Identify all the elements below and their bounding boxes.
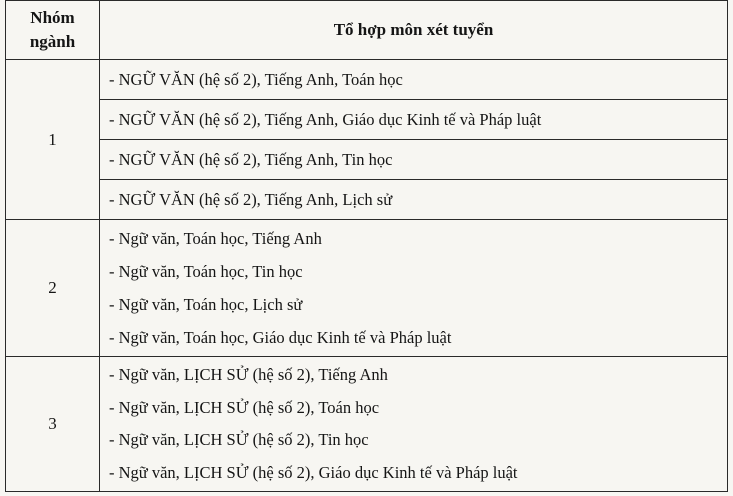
list-item: - Ngữ văn, LỊCH SỬ (hệ số 2), Tiếng Anh — [109, 365, 388, 384]
group-label: 3 — [6, 357, 100, 492]
admission-combinations-table — [5, 0, 728, 492]
table-row — [6, 60, 728, 100]
group-label: 2 — [6, 220, 100, 357]
combo-list — [100, 357, 728, 492]
combo-cell: - NGỮ VĂN (hệ số 2), Tiếng Anh, Giáo dục Kinh tế và Pháp luật — [100, 100, 728, 140]
combo-cell: - NGỮ VĂN (hệ số 2), Tiếng Anh, Tin học — [100, 140, 728, 180]
list-item: - Ngữ văn, LỊCH SỬ (hệ số 2), Giáo dục Kinh tế và Pháp luật — [109, 462, 518, 482]
combo-list — [100, 220, 728, 357]
list-item: - Ngữ văn, LỊCH SỬ (hệ số 2), Tin học — [109, 430, 369, 449]
table-row — [6, 357, 728, 492]
header-group-label: Nhóm ngành — [29, 8, 76, 51]
group-label: 1 — [6, 60, 100, 220]
table-row — [6, 220, 728, 357]
combo-cell: - NGỮ VĂN (hệ số 2), Tiếng Anh, Toán học — [100, 60, 728, 100]
list-item: - Ngữ văn, Toán học, Lịch sử — [109, 295, 303, 314]
table-row — [6, 140, 728, 180]
table-row — [6, 100, 728, 140]
list-item: - Ngữ văn, Toán học, Tin học — [109, 262, 303, 281]
table-header-row — [6, 1, 728, 60]
header-subjects-column: Tổ hợp môn xét tuyển — [100, 1, 728, 60]
combo-cell: - NGỮ VĂN (hệ số 2), Tiếng Anh, Lịch sử — [100, 180, 728, 220]
list-item: - Ngữ văn, Toán học, Tiếng Anh — [109, 229, 322, 248]
list-item: - Ngữ văn, LỊCH SỬ (hệ số 2), Toán học — [109, 397, 380, 417]
table-row — [6, 180, 728, 220]
header-group-column — [6, 1, 100, 60]
list-item: - Ngữ văn, Toán học, Giáo dục Kinh tế và Pháp luật — [109, 328, 452, 347]
